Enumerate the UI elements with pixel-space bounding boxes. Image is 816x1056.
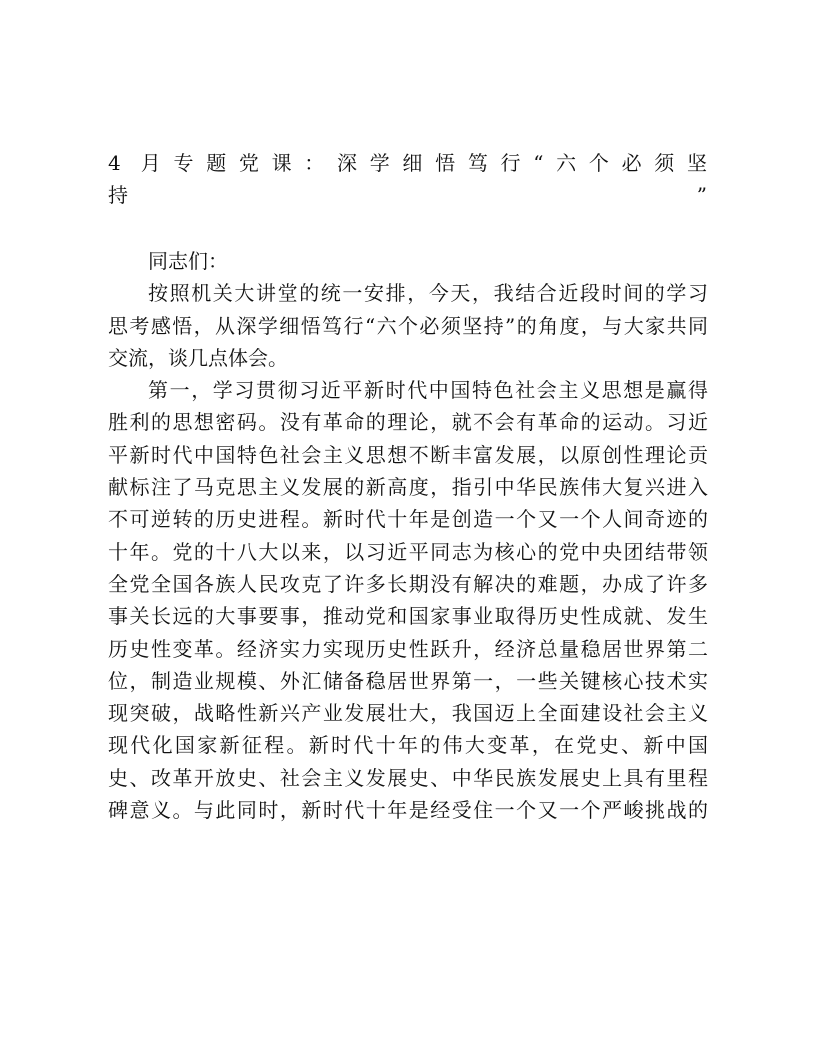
paragraph-line: 思考感悟，从深学细悟笃行“六个必须坚持”的角度，与大家共同 <box>108 313 708 338</box>
paragraph-line: 全党全国各族人民攻克了许多长期没有解决的难题，办成了许多 <box>108 571 708 596</box>
paragraph-intro <box>108 277 708 374</box>
paragraph-line: 按照机关大讲堂的统一安排，今天，我结合近段时间的学习 <box>148 281 708 306</box>
greeting: 同志们： <box>148 249 228 273</box>
document-body <box>108 245 708 826</box>
paragraph-line: 历史性变革。经济实力实现历史性跃升，经济总量稳居世界第二 <box>108 636 708 661</box>
document-title <box>108 147 708 212</box>
paragraph-line: 胜利的思想密码。没有革命的理论，就不会有革命的运动。习近 <box>108 410 708 435</box>
paragraph-line: 现突破，战略性新兴产业发展壮大，我国迈上全面建设社会主义 <box>108 701 708 726</box>
title-line: 持” <box>108 183 708 208</box>
paragraph-line: 位，制造业规模、外汇储备稳居世界第一，一些关键核心技术实 <box>108 668 708 693</box>
paragraph-line: 平新时代中国特色社会主义思想不断丰富发展，以原创性理论贡 <box>108 442 708 467</box>
paragraph-line: 第一，学习贯彻习近平新时代中国特色社会主义思想是赢得 <box>148 378 708 403</box>
paragraph-first-point <box>108 374 708 826</box>
paragraph-line: 献标注了马克思主义发展的新高度，指引中华民族伟大复兴进入 <box>108 475 708 500</box>
paragraph-line: 事关长远的大事要事，推动党和国家事业取得历史性成就、发生 <box>108 604 708 629</box>
paragraph-line: 现代化国家新征程。新时代十年的伟大变革，在党史、新中国 <box>108 733 708 758</box>
paragraph-line: 碑意义。与此同时，新时代十年是经受住一个又一个严峻挑战的 <box>108 798 708 823</box>
paragraph-line: 史、改革开放史、社会主义发展史、中华民族发展史上具有里程 <box>108 765 708 790</box>
title-line: 4 月专题党课：深学细悟笃行“六个必须坚 <box>108 151 708 175</box>
paragraph-line: 不可逆转的历史进程。新时代十年是创造一个又一个人间奇迹的 <box>108 507 708 532</box>
paragraph-line: 交流，谈几点体会。 <box>108 345 288 370</box>
paragraph-line: 十年。党的十八大以来，以习近平同志为核心的党中央团结带领 <box>108 539 708 564</box>
